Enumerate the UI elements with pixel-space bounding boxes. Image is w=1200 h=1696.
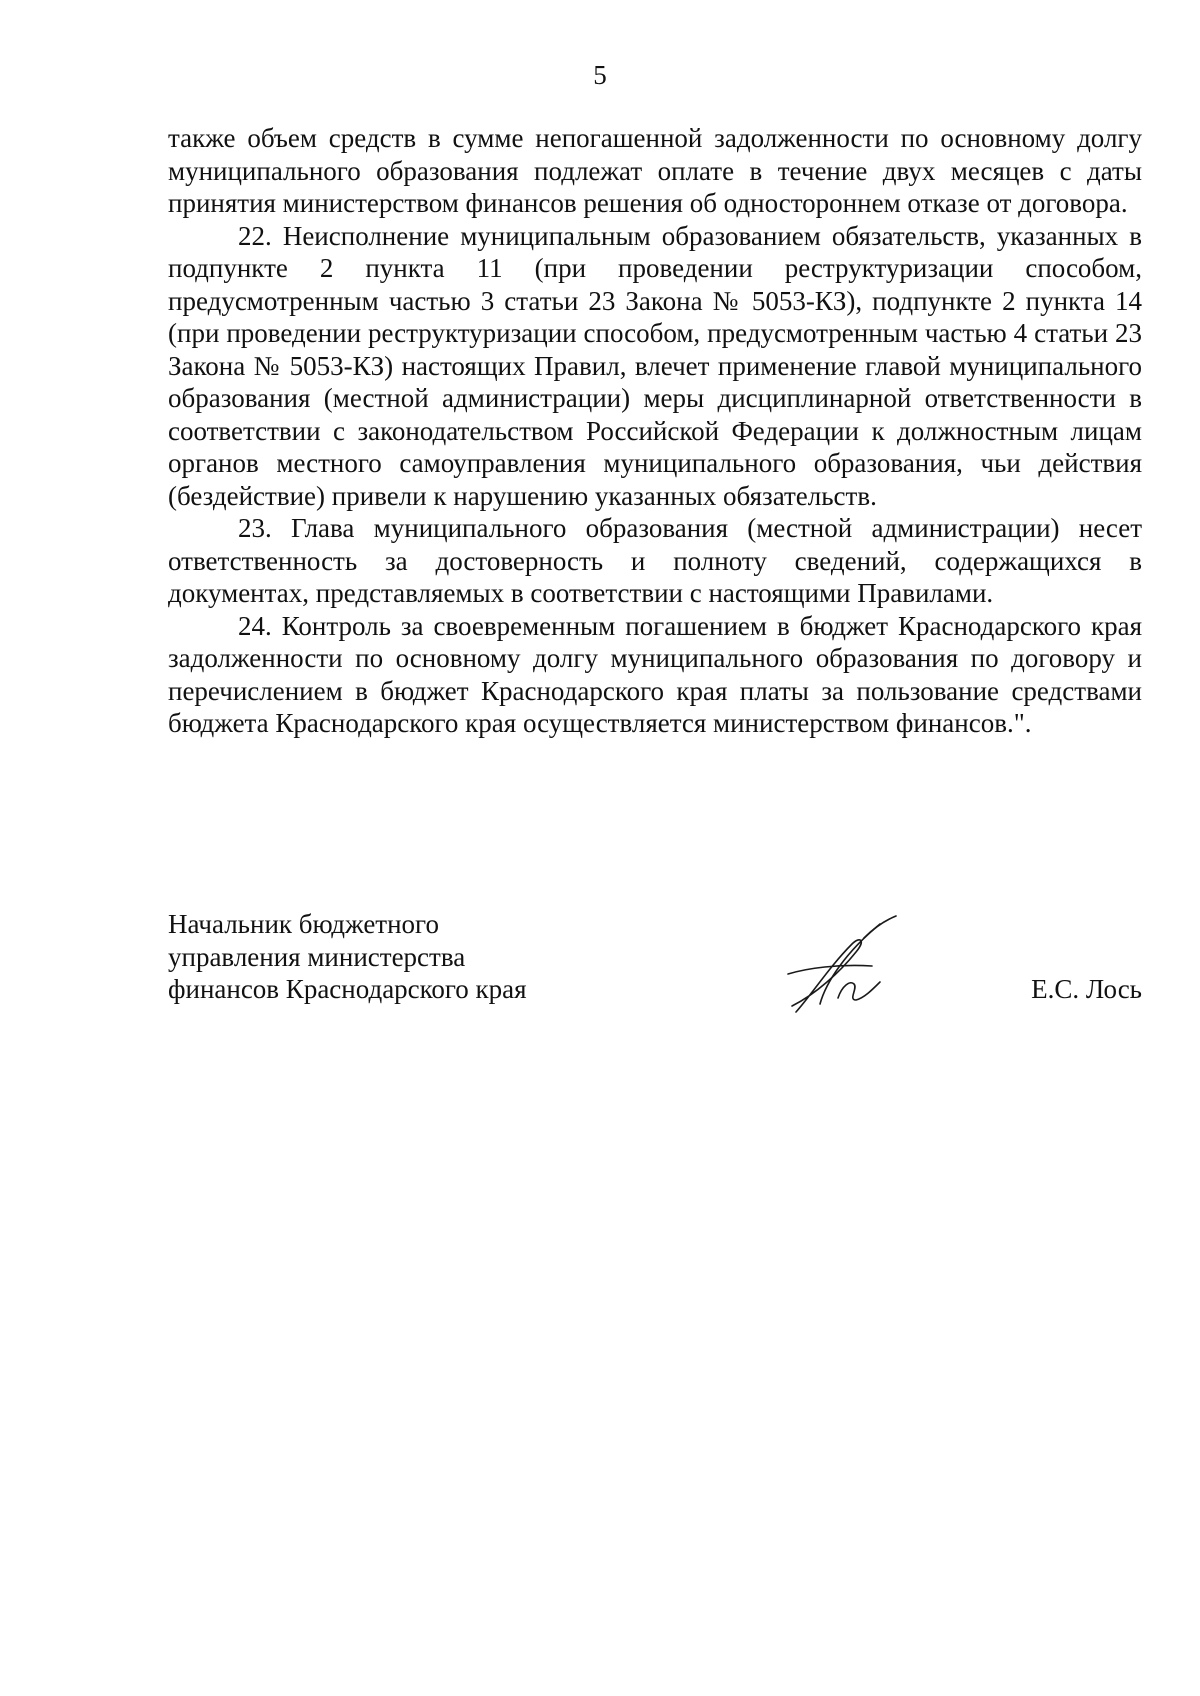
page-number: 5 — [593, 60, 607, 90]
signatory-name: Е.С. Лось — [1031, 974, 1142, 1004]
position-line: Начальник бюджетного — [168, 909, 439, 939]
paragraph-23: 23. Глава муниципального образования (местной администрации) несет ответственность за достоверность и полноту сведений, содержащихся в документах, представляемых в соответствии с настоящими Правилами. — [168, 513, 1142, 608]
handwritten-signature — [768, 908, 908, 1020]
paragraph-24: 24. Контроль за своевременным погашением в бюджет Краснодарского края задолженности по основному долгу муниципального образования по договору и перечислением в бюджет Краснодарского края платы за пользование средствами бюджета Краснодарского края осуществляется министерством финансов.". — [168, 610, 1142, 738]
position-line: финансов Краснодарского края — [168, 974, 527, 1004]
paragraph-continuation: также объем средств в сумме непогашенной задолженности по основному долгу муниципального образования подлежат оплате в течение двух месяцев с даты принятия министерством финансов решения об одностороннем отказе от договора. — [168, 123, 1142, 218]
paragraph-22: 22. Неисполнение муниципальным образованием обязательств, указанных в подпункте 2 пункта 11 (при проведении реструктуризации способом, предусмотренным частью 3 статьи 23 Закона № 5053-КЗ), подпункте 2 пункта 14 (при проведении реструктуризации способом, предусмотренным частью 4 статьи 23 Закона № 5053-КЗ) настоящих Правил, влечет применение главой муниципального образования (местной администрации) меры дисциплинарной ответственности в соответствии с законодательством Российской Федерации к должностным лицам органов местного самоуправления муниципального образования, чьи действия (бездействие) привели к нарушению указанных обязательств. — [168, 220, 1142, 511]
position-line: управления министерства — [168, 941, 466, 972]
document-body — [168, 122, 1142, 740]
signatory-position — [168, 908, 1142, 1006]
signature-block — [168, 908, 1142, 1028]
